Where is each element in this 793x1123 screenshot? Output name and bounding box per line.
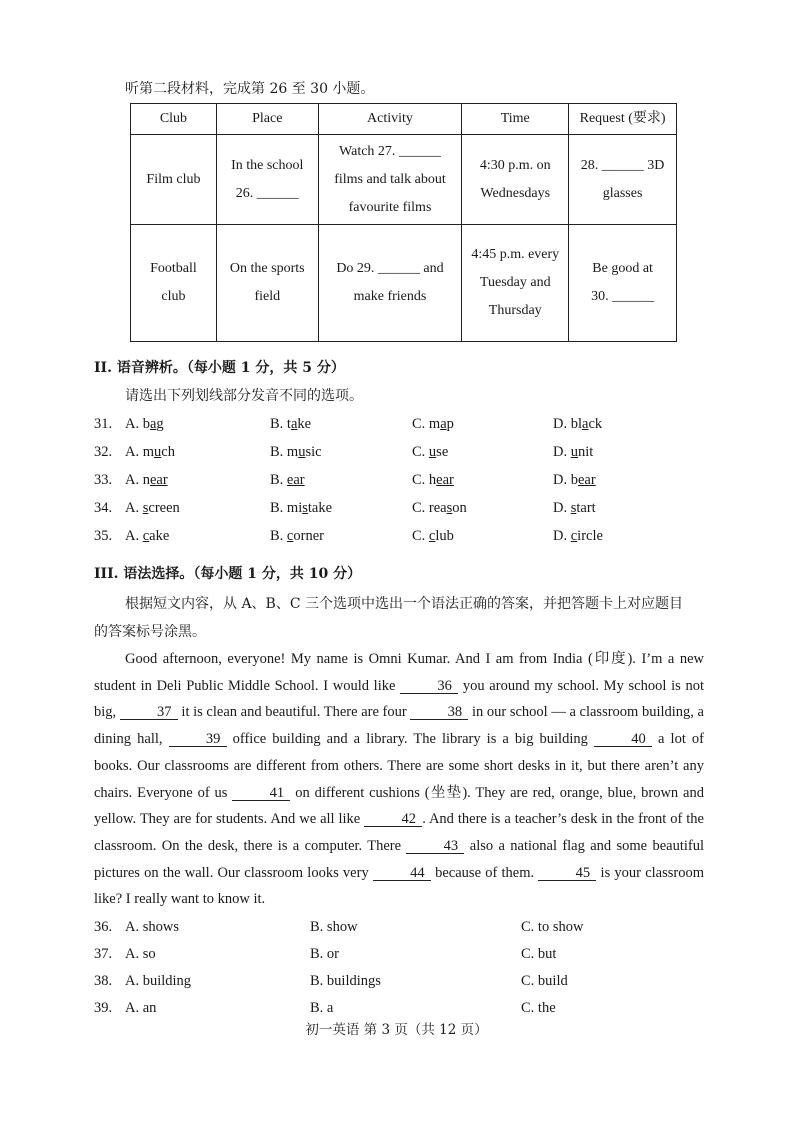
cell-place (216, 135, 318, 225)
grammar-passage (94, 646, 704, 913)
header-request: Request (要求) (569, 104, 677, 135)
word-part: h (428, 472, 437, 488)
word-part: se (436, 444, 449, 460)
table-header-row (131, 104, 677, 135)
phonics-option (553, 500, 596, 517)
word-part: ch (161, 444, 175, 460)
word-part: rea (428, 500, 447, 516)
option-letter: A. (125, 416, 143, 432)
option-letter: A. (125, 472, 143, 488)
phonics-option (270, 416, 311, 433)
phonics-option (553, 528, 603, 545)
word-part: ck (588, 416, 603, 432)
table-row-football-club (131, 225, 677, 342)
word-part: tart (576, 500, 596, 516)
phonics-option (553, 444, 593, 461)
word-part: nit (577, 444, 594, 460)
cell-time (462, 135, 569, 225)
cell-time (462, 225, 569, 342)
header-club: Club (131, 104, 217, 135)
choice-option: C. the (521, 1000, 556, 1016)
phonics-option (412, 500, 467, 517)
question-number: 36. (94, 919, 113, 935)
phonics-option (125, 528, 169, 545)
phonics-option (412, 528, 454, 545)
blank-30: 30. ______ (591, 289, 655, 304)
phonics-option (125, 472, 168, 489)
option-letter: B. (270, 500, 287, 516)
option-letter: C. (412, 444, 429, 460)
choice-option: A. so (125, 946, 156, 962)
section-2-instruction: 请选出下列划线部分发音不同的选项。 (125, 388, 363, 404)
word-part: creen (148, 500, 180, 516)
phonics-option (125, 444, 175, 461)
answer-blank-38: 38 (410, 705, 468, 720)
underlined-sound: ear (436, 472, 454, 488)
section-3-instruction-cont: 的答案标号涂黑。 (94, 624, 206, 640)
cell-club (131, 225, 217, 342)
word-part: ircle (577, 528, 603, 544)
underlined-sound: c (286, 528, 294, 544)
word-part: sic (305, 444, 322, 460)
phonics-option (270, 528, 324, 545)
underlined-sound: a (149, 416, 157, 432)
blank-27: Watch 27. ______ (339, 143, 441, 159)
underlined-sound: ear (149, 472, 168, 488)
question-number: 38. (94, 973, 113, 989)
option-letter: D. (553, 444, 571, 460)
underlined-sound: ear (577, 472, 596, 488)
choice-option: C. to show (521, 919, 584, 935)
option-letter: C. (412, 472, 429, 488)
underlined-sound: u (154, 444, 162, 460)
choice-option: B. buildings (310, 973, 381, 989)
word-part: m (286, 444, 299, 460)
word-part: take (307, 500, 333, 516)
choice-option: C. but (521, 946, 557, 962)
choice-option: C. build (521, 973, 568, 989)
page-footer: 初一英语 第 3 页（共 12 页） (305, 1022, 488, 1038)
section-note: （每小题 1 分，共 10 分） (193, 566, 362, 582)
option-letter: C. (412, 500, 429, 516)
answer-blank-43: 43 (406, 839, 464, 854)
cell-line: favourite films (348, 199, 432, 215)
answer-blank-37: 37 (120, 705, 178, 720)
section-title: III. 语法选择。 (94, 566, 194, 582)
phonics-option (412, 416, 454, 433)
answer-blank-40: 40 (594, 732, 652, 747)
section-2-heading (94, 357, 345, 377)
phonics-option (553, 416, 602, 433)
question-number: 37. (94, 946, 113, 962)
cell-request (569, 135, 677, 225)
question-number: 35. (94, 528, 113, 544)
cell-line: glasses (602, 185, 643, 201)
word-part: t (286, 416, 291, 432)
option-letter: D. (553, 416, 571, 432)
cell-line: club (161, 289, 186, 304)
word-part: ke (297, 416, 312, 432)
underlined-sound: s (142, 500, 149, 516)
listening-intro: 听第二段材料，完成第 26 至 30 小题。 (125, 81, 375, 97)
cell-line: Be good at (592, 261, 653, 276)
option-letter: D. (553, 500, 571, 516)
underlined-sound: a (290, 416, 298, 432)
question-number: 34. (94, 500, 113, 516)
word-part: b (570, 472, 578, 488)
section-title: II. 语音辨析。 (94, 360, 187, 376)
section-3-instruction: 根据短文内容，从 A、B、C 三个选项中选出一个语法正确的答案，并把答题卡上对应题目 (125, 596, 684, 612)
underlined-sound: u (298, 444, 306, 460)
phonics-option (270, 444, 322, 461)
cell-line: 4:45 p.m. every (471, 247, 560, 262)
word-part: m (142, 444, 155, 460)
header-activity: Activity (318, 104, 462, 135)
answer-blank-36: 36 (400, 679, 458, 694)
cell-line: films and talk about (334, 171, 446, 187)
answer-blank-45: 45 (538, 866, 596, 881)
choice-option: B. or (310, 946, 339, 962)
phonics-option (553, 472, 596, 489)
cell-line: In the school (231, 157, 304, 173)
word-part: on (452, 500, 467, 516)
section-note: （每小题 1 分，共 5 分） (186, 360, 345, 376)
word-part: orner (293, 528, 324, 544)
underlined-sound: u (570, 444, 578, 460)
option-letter: B. (270, 528, 287, 544)
cell-line: Wednesdays (480, 185, 551, 201)
option-letter: A. (125, 444, 143, 460)
word-part: b (142, 416, 150, 432)
option-letter: C. (412, 416, 429, 432)
option-letter: B. (270, 444, 287, 460)
option-letter: B. (270, 416, 287, 432)
cell-line: Football (150, 261, 197, 276)
option-letter: A. (125, 528, 143, 544)
underlined-sound: s (302, 500, 308, 516)
cell-club (131, 135, 217, 225)
underlined-sound: ear (286, 472, 305, 488)
question-number: 39. (94, 1000, 113, 1016)
option-letter: D. (553, 528, 571, 544)
header-place: Place (216, 104, 318, 135)
option-letter: A. (125, 500, 143, 516)
cell-line: make friends (353, 289, 427, 304)
phonics-option (125, 500, 180, 517)
cell-line: On the sports (229, 261, 305, 276)
underlined-sound: c (570, 528, 578, 544)
word-part: p (446, 416, 454, 432)
question-number: 33. (94, 472, 113, 488)
choice-option: B. show (310, 919, 358, 935)
listening-table (130, 103, 677, 342)
cell-line: field (254, 289, 281, 304)
cell-activity (318, 135, 462, 225)
option-letter: B. (270, 472, 287, 488)
option-letter: D. (553, 472, 571, 488)
cell-place (216, 225, 318, 342)
word-part: ake (149, 528, 170, 544)
word-part: mi (286, 500, 303, 516)
answer-blank-41: 41 (232, 786, 290, 801)
underlined-sound: a (440, 416, 447, 432)
passage-text: Good afternoon, everyone! My name is Omni Kumar. And I am from India (印度). I’m a new student in Deli Public Middle School. I would like 36 you around my school. My school is not big, 37 it is clean and beautiful. There are four 38 in our school — a classroom building, a dining hall, 39 office building and a library. The library is a big building 40 a lot of books. Our classrooms are different from others. There are some short desks in it, but there aren’t any chairs. Everyone of us 41 on different cushions (坐垫). They are red, orange, blue, brown and yellow. They are for students. And we all like 42 . And there is a teacher’s desk in the front of the classroom. On the desk, there is a computer. There 43 also a national flag and some beautiful pictures on the wall. Our classroom looks very 44 because of them. 45 is your classroom like? I really want to know it. (94, 651, 704, 908)
cell-request (569, 225, 677, 342)
phonics-option (270, 472, 305, 489)
phonics-option (270, 500, 332, 517)
underlined-sound: a (582, 416, 589, 432)
cell-text: Film club (146, 171, 201, 187)
question-number: 32. (94, 444, 113, 460)
answer-blank-39: 39 (169, 732, 227, 747)
word-part: g (156, 416, 164, 432)
answer-blank-44: 44 (373, 866, 431, 881)
choice-option: A. an (125, 1000, 157, 1016)
blank-26: 26. ______ (235, 185, 299, 201)
phonics-option (412, 472, 454, 489)
underlined-sound: c (428, 528, 436, 544)
cell-line: 4:30 p.m. on (479, 157, 551, 173)
cell-line: Tuesday and (479, 275, 551, 290)
underlined-sound: c (142, 528, 150, 544)
word-part: n (142, 472, 150, 488)
choice-option: A. building (125, 973, 192, 989)
phonics-option (412, 444, 448, 461)
header-time: Time (462, 104, 569, 135)
underlined-sound: s (570, 500, 577, 516)
word-part: bl (570, 416, 583, 432)
cell-line: Thursday (488, 303, 542, 318)
option-letter: C. (412, 528, 429, 544)
table-row-film-club (131, 135, 677, 225)
answer-blank-42: 42 (364, 812, 422, 827)
choice-option: A. shows (125, 919, 179, 935)
blank-28: 28. ______ 3D (580, 157, 665, 173)
phonics-option (125, 416, 164, 433)
underlined-sound: u (428, 444, 437, 460)
word-part: lub (435, 528, 454, 544)
blank-29: Do 29. ______ and (336, 261, 444, 276)
underlined-sound: s (446, 500, 453, 516)
question-number: 31. (94, 416, 113, 432)
word-part: m (428, 416, 441, 432)
section-3-heading (94, 563, 361, 583)
choice-option: B. a (310, 1000, 334, 1016)
cell-activity (318, 225, 462, 342)
